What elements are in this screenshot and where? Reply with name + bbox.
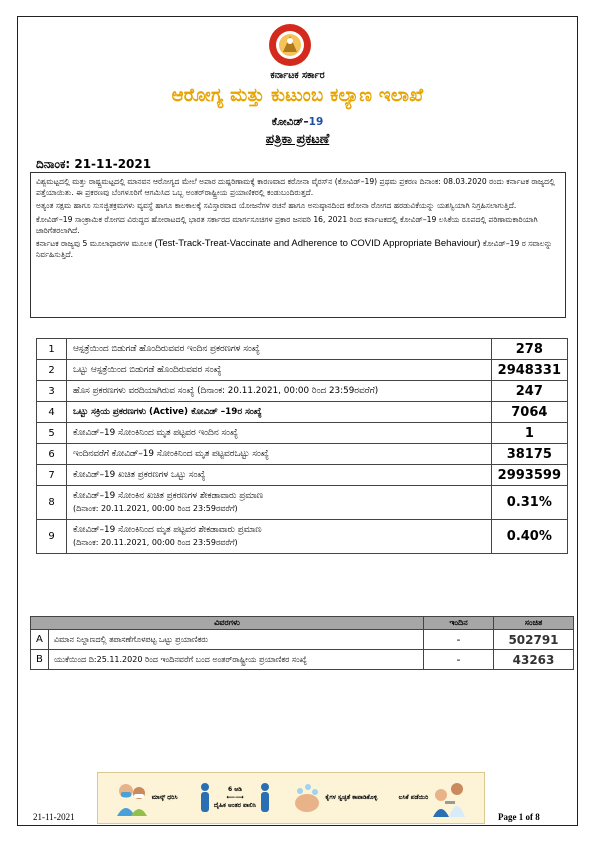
row-label: ಕೋವಿಡ್–19 ಸೋಂಕಿನಿಂದ ಮೃತ ಪಟ್ಟವರ ಶೇಕಡಾವಾರು ಪ್ರಮಾಣ (ದಿನಾಂಕ: 20.11.2021, 00:00 ರಿಂದ 23:59ರವರೆಗೆ)	[67, 520, 492, 554]
row-number: 3	[37, 381, 67, 402]
row-value: 1	[491, 423, 567, 444]
press-release-heading: ಪತ್ರಿಕಾ ಪ್ರಕಟಣೆ	[265, 132, 330, 147]
row-label: ಒಟ್ಟು ಸಕ್ರಿಯ ಪ್ರಕರಣಗಳು (Active) ಕೋವಿಡ್ –19ರ ಸಂಖ್ಯೆ	[67, 402, 492, 423]
intro-paragraph: ಕರ್ನಾಟಕ ರಾಜ್ಯವು 5 ಮೂಲಾಧಾರಗಳ ಮೂಲಕ (Test-Track-Treat-Vaccinate and Adherence to COVID Appropriate Behaviour) ಕೋವಿಡ್–19 ರ ಸವಾಲನ್ನು ನಿರ್ವಹಿಸುತ್ತಿದೆ.	[36, 238, 553, 260]
column-header: ಸಂಚಿತ	[494, 617, 574, 630]
row-number: 6	[37, 444, 67, 465]
row-value: 0.31%	[491, 486, 567, 520]
hand-wash-icon	[292, 781, 322, 815]
table-row	[31, 650, 574, 670]
row-label: ಯುಕೆಯಿಂದ ದಿ:25.11.2020 ರಿಂದ ಇಂದಿನವರೆಗೆ ಬಂದ ಅಂತರ್‌ರಾಷ್ಟ್ರೀಯ ಪ್ರಯಾಣಿಕರ ಸಂಖ್ಯೆ	[48, 650, 423, 670]
table-row	[37, 381, 568, 402]
row-number: 1	[37, 339, 67, 360]
row-label: ಆಸ್ಪತ್ರೆಯಿಂದ ಬಿಡುಗಡೆ ಹೊಂದಿರುವವರ ಇಂದಿನ ಪ್ರಕರಣಗಳ ಸಂಖ್ಯೆ	[67, 339, 492, 360]
row-value: 247	[491, 381, 567, 402]
table-header-row	[31, 617, 574, 630]
row-label: ಹೊಸ ಪ್ರಕರಣಗಳು ವರದಿಯಾಗಿರುವ ಸಂಖ್ಯೆ (ದಿನಾಂಕ: 20.11.2021, 00:00 ರಿಂದ 23:59ರವರೆಗೆ)	[67, 381, 492, 402]
table-row	[37, 465, 568, 486]
row-cumulative: 43263	[494, 650, 574, 670]
distance-label: 6 ಅಡಿ ⟵⟶ ದೈಹಿಕ ಅಂತರ ಪಾಲಿಸಿ	[213, 786, 256, 809]
travel-stats-table	[30, 616, 574, 670]
government-name: ಕರ್ನಾಟಕ ಸರ್ಕಾರ	[270, 70, 325, 81]
intro-paragraph: ವಿಶ್ವಮಟ್ಟದಲ್ಲಿ ಮತ್ತು ರಾಷ್ಟ್ರಮಟ್ಟದಲ್ಲಿ ಮಾನವನ ಆರೋಗ್ಯದ ಮೇಲೆ ಅಪಾರ ದುಷ್ಪರಿಣಾಮಕ್ಕೆ ಕಾರಣವಾದ ಕರೋನಾ ವೈರಸ್‌ನ (ಕೋವಿಡ್–19) ಪ್ರಥಮ ಪ್ರಕರಣ ದಿನಾಂಕ: 08.03.2020 ರಂದು ಕರ್ನಾಟಕ ರಾಜ್ಯದಲ್ಲಿ ಪತ್ತೆಯಾಯಿತು. ಈ ಪ್ರಕರಣವು ಬೆಂಗಳೂರಿಗೆ ಆಗಮಿಸಿದ ಒಬ್ಬ ಅಂತರ್‌ರಾಷ್ಟ್ರೀಯ ಪ್ರಯಾಣಿಕರಲ್ಲಿ ಕಂಡುಬಂದಿರುತ್ತದೆ.	[36, 177, 555, 198]
release-date: ದಿನಾಂಕ: 21-11-2021	[36, 157, 152, 171]
handwash-label: ಕೈಗಳ ಸ್ವಚ್ಛತೆ ಕಾಪಾಡಿಕೊಳ್ಳಿ	[325, 794, 378, 801]
table-row	[37, 520, 568, 554]
intro-box	[30, 172, 566, 318]
row-label: ಕೋವಿಡ್–19 ಸೋಂಕಿನಿಂದ ಮೃತ ಪಟ್ಟವರ ಇಂದಿನ ಸಂಖ್ಯೆ	[67, 423, 492, 444]
person-icon	[199, 782, 211, 814]
row-code: B	[31, 650, 49, 670]
row-today: -	[424, 630, 494, 650]
row-cumulative: 502791	[494, 630, 574, 650]
footer-date: 21-11-2021	[33, 812, 75, 822]
row-today: -	[424, 650, 494, 670]
row-number: 8	[37, 486, 67, 520]
person-icon	[259, 782, 271, 814]
intro-paragraph: ಕೋವಿಡ್–19 ಸಾಂಕ್ರಾಮಿಕ ರೋಗದ ವಿರುದ್ಧದ ಹೋರಾಟದಲ್ಲಿ ಭಾರತ ಸರ್ಕಾರದ ಮಾರ್ಗಸೂಚಿಗಳ ಪ್ರಕಾರ ಜನವರಿ 16, 2021 ರಿಂದ ಕರ್ನಾಟಕದಲ್ಲಿ ಕೋವಿಡ್–19 ಲಸಿಕೆಯ ರೂಪದಲ್ಲಿ ಪರಿಣಾಮಕಾರಿಯಾಗಿ ಜಾರಿಗೆತರಲಾಗಿದೆ.	[36, 214, 538, 235]
vaccination-icon	[431, 779, 467, 817]
row-value: 2948331	[491, 360, 567, 381]
row-value: 2993599	[491, 465, 567, 486]
table-row	[37, 360, 568, 381]
row-label: ಇಂದಿನವರೆಗೆ ಕೋವಿಡ್–19 ಸೋಂಕಿನಿಂದ ಮೃತ ಪಟ್ಟವರಒಟ್ಟು ಸಂಖ್ಯೆ	[67, 444, 492, 465]
row-number: 4	[37, 402, 67, 423]
mask-label: ಮಾಸ್ಕ್ ಧರಿಸಿ	[151, 794, 178, 801]
row-number: 7	[37, 465, 67, 486]
covid-stats-table	[36, 338, 568, 554]
intro-paragraph: ಅತ್ಯಂತ ಸಕ್ಷಮ ಹಾಗೂ ಸುಸಜ್ಜಿತಕ್ರಮಗಳು ವ್ಯವಸ್ಥೆ ಹಾಗೂ ಕಾಲಕಾಲಕ್ಕೆ ಸವಿಸ್ತಾರವಾದ ಯೋಜನೆಗಳ ರಚನೆ ಹಾಗೂ ಅನುಷ್ಠಾನದಿಂದ ಕರೋನಾ ರೋಗದ ಹರಡುವಿಕೆಯನ್ನು ಯಶಸ್ವಿಯಾಗಿ ನಿಗ್ರಹಿಸಲಾಗುತ್ತಿದೆ.	[36, 201, 517, 211]
covid-appropriate-behaviour-banner	[97, 772, 485, 824]
department-title: ಆರೋಗ್ಯ ಮತ್ತು ಕುಟುಂಬ ಕಲ್ಯಾಣ ಇಲಾಖೆ	[171, 85, 424, 106]
row-value: 7064	[491, 402, 567, 423]
row-code: A	[31, 630, 49, 650]
row-label: ಕೋವಿಡ್–19 ಸೋಂಕಿನ ಖಚಿತ ಪ್ರಕರಣಗಳ ಶೇಕಡಾವಾರು ಪ್ರಮಾಣ (ದಿನಾಂಕ: 20.11.2021, 00:00 ರಿಂದ 23:59ರವರೆಗೆ)	[67, 486, 492, 520]
row-value: 38175	[491, 444, 567, 465]
karnataka-emblem-logo	[259, 22, 321, 68]
table-row	[37, 339, 568, 360]
page-number: Page 1 of 8	[498, 812, 540, 822]
vaccine-item	[399, 779, 468, 817]
row-number: 2	[37, 360, 67, 381]
distance-item	[199, 782, 271, 814]
handwash-item	[292, 781, 377, 815]
table-row	[31, 630, 574, 650]
row-number: 5	[37, 423, 67, 444]
vaccine-label: ಲಸಿಕೆ ಪಡೆಯಿರಿ	[398, 794, 429, 801]
table-row	[37, 423, 568, 444]
table-row	[37, 444, 568, 465]
covid-heading: ಕೋವಿಡ್–19	[271, 116, 324, 128]
table-row	[37, 402, 568, 423]
mask-item	[115, 780, 178, 816]
row-label: ಒಟ್ಟು ಆಸ್ಪತ್ರೆಯಿಂದ ಬಿಡುಗಡೆ ಹೊಂದಿರುವವರ ಸಂಖ್ಯೆ	[67, 360, 492, 381]
row-value: 278	[491, 339, 567, 360]
table-row	[37, 486, 568, 520]
column-header: ವಿವರಗಳು	[31, 617, 424, 630]
row-number: 9	[37, 520, 67, 554]
row-value: 0.40%	[491, 520, 567, 554]
column-header: ಇಂದಿನ	[424, 617, 494, 630]
row-label: ಕೋವಿಡ್–19 ಖಚಿತ ಪ್ರಕರಣಗಳ ಒಟ್ಟು ಸಂಖ್ಯೆ	[67, 465, 492, 486]
masked-people-icon	[115, 780, 149, 816]
row-label: ವಿಮಾನ ನಿಲ್ದಾಣದಲ್ಲಿ ತಪಾಸಣೆಗೊಳಪಟ್ಟ ಒಟ್ಟು ಪ್ರಯಾಣಿಕರು	[48, 630, 423, 650]
